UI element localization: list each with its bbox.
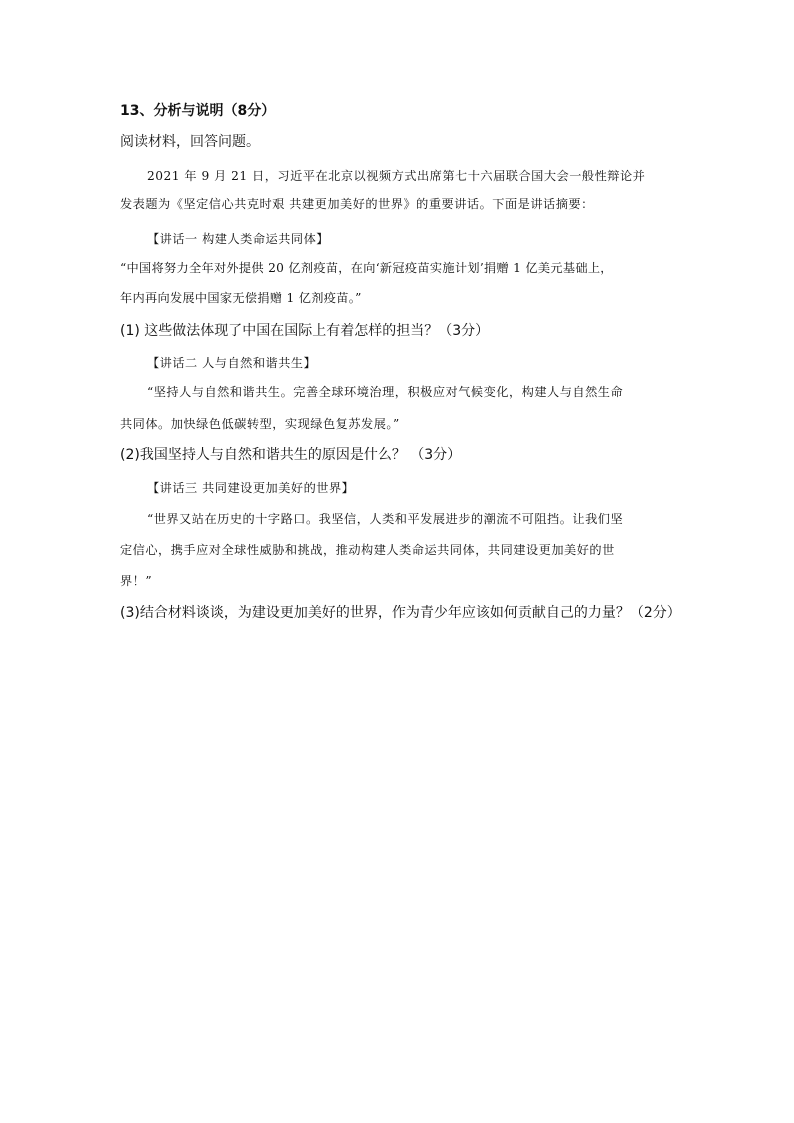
question-title: 13、分析与说明（8分） [120,103,276,119]
speech-2-quote-line-2: 共同体。加快绿色低碳转型，实现绿色复苏发展。” [120,417,400,431]
speech-3-quote-line-3: 界！” [120,574,153,588]
speech-3-quote-line-1: “世界又站在历史的十字路口。我坚信，人类和平发展进步的潮流不可阻挡。让我们坚 [147,512,624,526]
speech-2-heading: 【讲话二 人与自然和谐共生】 [147,356,317,370]
speech-1-quote-line-1: “中国将努力全年对外提供 20 亿剂疫苗，在向‘新冠疫苗实施计划’捐赠 1 亿美元基础上， [120,261,613,275]
material-line-2: 发表题为《坚定信心共克时艰 共建更加美好的世界》的重要讲话。下面是讲话摘要： [120,197,594,211]
material-line-1: 2021 年 9 月 21 日，习近平在北京以视频方式出席第七十六届联合国大会一般性辩论并 [147,169,646,183]
sub-question-2: (2)我国坚持人与自然和谐共生的原因是什么？ （3分） [120,447,462,463]
sub-question-3: (3)结合材料谈谈，为建设更加美好的世界，作为青少年应该如何贡献自己的力量？（2分） [120,605,681,621]
sub-question-1: (1) 这些做法体现了中国在国际上有着怎样的担当？（3分） [120,323,490,339]
speech-1-quote-line-2: 年内再向发展中国家无偿捐赠 1 亿剂疫苗。” [120,291,362,305]
speech-2-quote-line-1: “坚持人与自然和谐共生。完善全球环境治理，积极应对气候变化，构建人与自然生命 [147,385,624,399]
speech-3-quote-line-2: 定信心，携手应对全球性威胁和挑战，推动构建人类命运共同体，共同建设更加美好的世 [120,543,615,557]
speech-1-heading: 【讲话一 构建人类命运共同体】 [147,232,329,246]
question-intro: 阅读材料，回答问题。 [120,134,260,150]
speech-3-heading: 【讲话三 共同建设更加美好的世界】 [147,481,355,495]
